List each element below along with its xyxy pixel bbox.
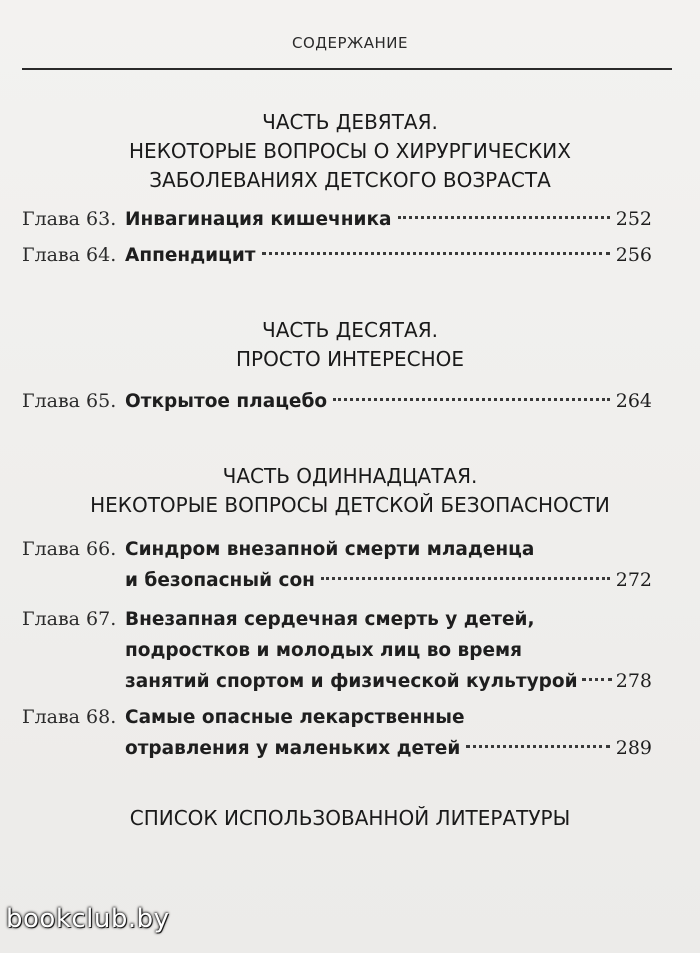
chapter-line — [125, 204, 652, 235]
part-title-11 — [0, 462, 700, 520]
dot-leader — [262, 252, 610, 255]
chapter-title: и безопасный сон — [125, 570, 315, 591]
page-number: 278 — [615, 670, 652, 692]
part-title-line: ЧАСТЬ ОДИННАДЦАТАЯ. — [222, 464, 478, 488]
part-title-line: ПРОСТО ИНТЕРЕСНОЕ — [235, 347, 465, 371]
part-title-line: ЧАСТЬ ДЕСЯТАЯ. — [262, 318, 438, 342]
chapter-line — [125, 240, 652, 271]
page-number: 264 — [615, 390, 652, 412]
dot-leader — [398, 216, 610, 219]
dot-leader — [466, 745, 609, 748]
chapter-title: Инвагинация кишечника — [125, 209, 392, 230]
chapter-line — [125, 733, 652, 764]
chapter-title: Открытое плацебо — [125, 391, 328, 412]
chapter-line — [125, 666, 652, 697]
chapter-title: занятий спортом и физической культурой — [125, 671, 578, 692]
chapter-line — [125, 565, 652, 596]
part-title-line: НЕКОТОРЫЕ ВОПРОСЫ ДЕТСКОЙ БЕЗОПАСНОСТИ — [90, 493, 610, 517]
dot-leader — [582, 678, 612, 681]
header-rule — [22, 68, 672, 70]
chapter-line — [125, 702, 652, 733]
chapter-line — [125, 534, 652, 565]
chapter-title: отравления у маленьких детей — [125, 738, 461, 759]
chapter-title: Аппендицит — [125, 245, 256, 266]
chapter-line — [125, 386, 652, 417]
chapter-line — [125, 635, 652, 666]
part-title-9 — [0, 108, 700, 195]
part-title-10 — [0, 316, 700, 374]
site-watermark: bookclub.by — [6, 904, 170, 934]
part-title-line: ЗАБОЛЕВАНИЯХ ДЕТСКОГО ВОЗРАСТА — [149, 168, 551, 192]
running-title: СОДЕРЖАНИЕ — [292, 34, 408, 52]
page-number: 272 — [615, 569, 652, 591]
chapter-title: Синдром внезапной смерти младенца — [125, 539, 535, 560]
references-title[interactable]: СПИСОК ИСПОЛЬЗОВАННОЙ ЛИТЕРАТУРЫ — [129, 806, 571, 830]
page-number: 256 — [615, 244, 652, 266]
chapter-title: Внезапная сердечная смерть у детей, — [125, 609, 535, 630]
chapter-label: Глава 67. — [22, 608, 117, 630]
dot-leader — [333, 398, 610, 401]
dot-leader — [321, 577, 610, 580]
chapter-label: Глава 68. — [22, 706, 117, 728]
chapter-line — [125, 604, 652, 635]
chapter-title: подростков и молодых лиц во время — [125, 640, 523, 661]
part-title-line: ЧАСТЬ ДЕВЯТАЯ. — [262, 110, 438, 134]
chapter-label: Глава 63. — [22, 208, 117, 230]
page-number: 252 — [615, 208, 652, 230]
chapter-label: Глава 64. — [22, 244, 117, 266]
page-number: 289 — [615, 737, 652, 759]
chapter-label: Глава 65. — [22, 390, 117, 412]
part-title-line: НЕКОТОРЫЕ ВОПРОСЫ О ХИРУРГИЧЕСКИХ — [129, 139, 571, 163]
chapter-label: Глава 66. — [22, 538, 117, 560]
chapter-title: Самые опасные лекарственные — [125, 707, 465, 728]
